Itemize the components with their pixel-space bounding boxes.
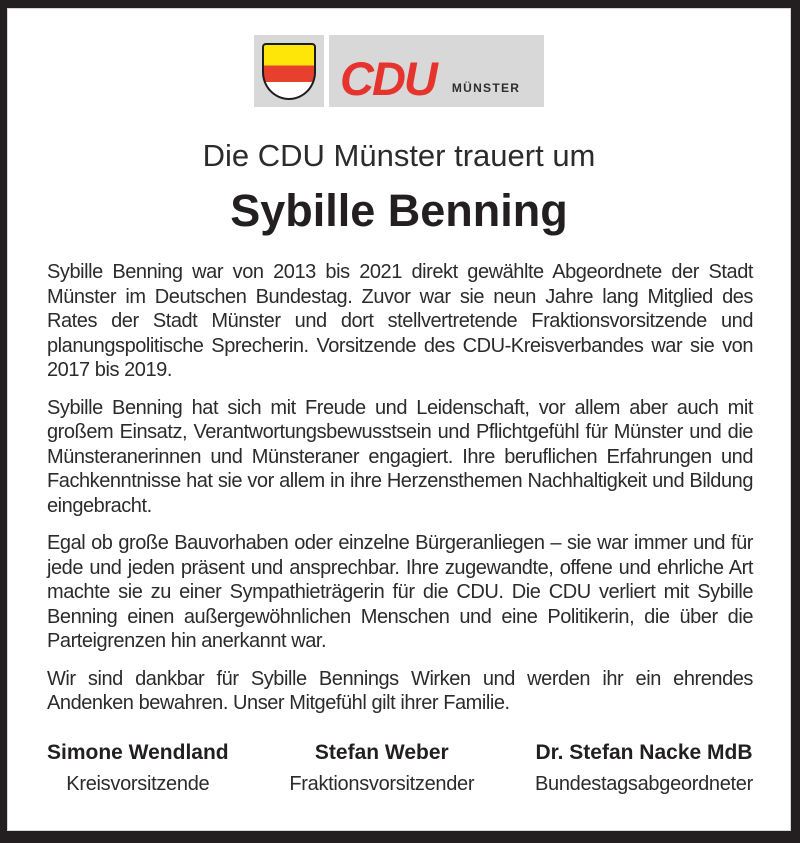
signature-name: Simone Wendland xyxy=(47,740,229,764)
obituary-paragraph-4: Wir sind dankbar für Sybille Bennings Wirken und werden ihr ein ehrendes Andenken bewahren. Unser Mitgefühl gilt ihrer Familie. xyxy=(47,667,753,714)
signature-title: Kreisvorsitzende xyxy=(66,772,210,795)
deceased-name: Sybille Benning xyxy=(230,185,568,236)
signature-row xyxy=(47,741,753,796)
signature-bundestagsabgeordneter xyxy=(535,741,753,796)
obituary-intro-line: Die CDU Münster trauert um xyxy=(202,138,596,173)
cdu-logo xyxy=(7,35,791,107)
signature-fraktionsvorsitzender xyxy=(289,741,474,796)
logo-text-box xyxy=(329,35,544,107)
logo-city-label: MÜNSTER xyxy=(451,81,521,95)
signature-title: Bundestagsabgeordneter xyxy=(534,772,753,795)
muenster-coat-of-arms-icon xyxy=(262,43,316,100)
signature-name: Dr. Stefan Nacke MdB xyxy=(535,740,753,764)
obituary-paragraph-2: Sybille Benning hat sich mit Freude und Leidenschaft, vor allem aber auch mit großem Einsatz, Verantwortungsbewusstsein und Pflichtgefühl für Münster und die Münsteranerinnen und Münsteraner engagiert. Ihre beruflichen Erfahrungen und Fachkenntnisse hat sie vor allem in ihre Herzensthemen Nachhaltigkeit und Bildung eingebracht. xyxy=(47,396,753,517)
obituary-paragraph-1: Sybille Benning war von 2013 bis 2021 direkt gewählte Abgeordnete der Stadt Münster im Deutschen Bundestag. Zuvor war sie neun Jahre lang Mitglied des Rates der Stadt Münster und dort stellvertretende Fraktionsvorsitzende und planungspolitische Sprecherin. Vorsitzende des CDU-Kreisverbandes war sie von 2017 bis 2019. xyxy=(47,261,753,381)
obituary-body xyxy=(47,260,753,716)
signature-kreisvorsitzende xyxy=(47,741,229,796)
signature-name: Stefan Weber xyxy=(314,740,449,764)
cdu-wordmark: CDU xyxy=(340,52,436,106)
signature-title: Fraktionsvorsitzender xyxy=(289,772,475,795)
obituary-paragraph-3: Egal ob große Bauvorhaben oder einzelne Bürgeranliegen – sie war immer und für jede und jeden präsent und ansprechbar. Ihre zugewandte, offene und ehrliche Art machte sie zu einer Sympathieträgerin für die CDU. Die CDU verliert mit Sybille Benning einen außergewöhnlichen Menschen und eine Politikerin, die über die Parteigrenzen hin anerkannt war. xyxy=(47,532,753,652)
logo-shield-box xyxy=(254,35,324,107)
